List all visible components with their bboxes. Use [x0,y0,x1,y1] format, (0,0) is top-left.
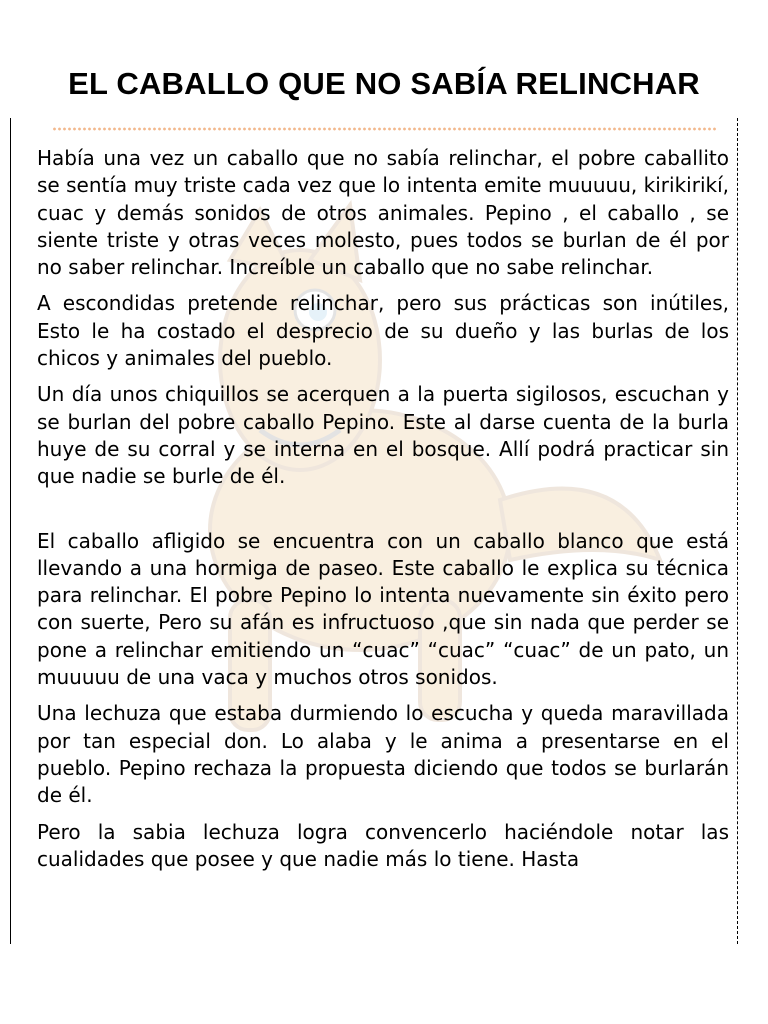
page-border-left [10,118,11,944]
story-paragraph-6: Pero la sabia lechuza logra convencerlo haciéndole notar las cualidades que posee y que nadie más lo tiene. Hasta [37,819,729,871]
page-border-right [737,118,738,944]
story-paragraph-4: El caballo afligido se encuentra con un caballo blanco que está llevando a una hormiga de paseo. Este caballo le explica su técnica para relinchar. El pobre Pepino lo intenta nuevamente sin éxito pero con suerte, Pero su afán es infructuoso ,que sin nada que perder se pone a relinchar emitiendo un “cuac” “cuac” “cuac” de un pato, un muuuuu de una vaca y muchos otros sonidos. [37,528,729,690]
story-body [37,145,729,945]
story-paragraph-1: Había una vez un caballo que no sabía relinchar, el pobre caballito se sentía muy triste cada vez que lo intenta emite muuuuu, kirikirikí, cuac y demás sonidos de otros animales. Pepino , el caballo , se siente triste y otras veces molesto, pues todos se burlan de él por no saber relinchar. Increíble un caballo que no sabe relinchar. [37,146,729,280]
story-paragraph-3: Un día unos chiquillos se acerquen a la puerta sigilosos, escuchan y se burlan del pobre caballo Pepino. Este al darse cuenta de la burla huye de su corral y se interna en el bosque. Allí podrá practicar sin que nadie se burle de él. [37,382,729,489]
decorative-divider [52,126,718,132]
page-title: EL CABALLO QUE NO SABÍA RELINCHAR [68,66,700,101]
story-paragraph-5: Una lechuza que estaba durmiendo lo escucha y queda maravillada por tan especial don. Lo alaba y le anima a presentarse en el pueblo. Pepino rechaza la propuesta diciendo que todos se burlarán de él. [37,701,729,808]
story-paragraph-2: A escondidas pretende relinchar, pero sus prácticas son inútiles, Esto le ha costado el desprecio de su dueño y las burlas de los chicos y animales del pueblo. [37,291,729,371]
